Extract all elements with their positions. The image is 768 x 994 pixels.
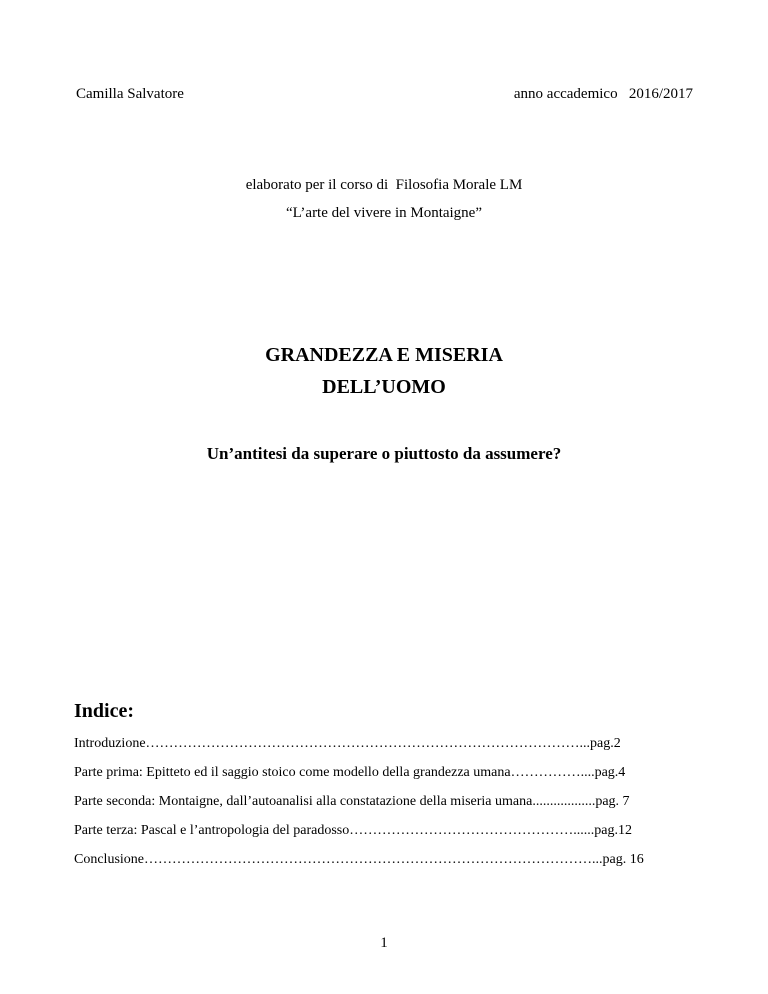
academic-year: anno accademico 2016/2017 — [513, 86, 693, 102]
toc-entry-introduzione: Introduzione…………………………………………………………………………………...pag.2 — [74, 736, 621, 751]
toc-entry-parte-prima: Parte prima: Epitteto ed il saggio stoico come modello della grandezza umana……………....pag.4 — [74, 765, 626, 780]
course-line: elaborato per il corso di Filosofia Morale LM — [245, 177, 523, 193]
author-name: Camilla Salvatore — [76, 86, 184, 102]
index-heading: Indice: — [74, 700, 134, 722]
toc-entry-parte-terza: Parte terza: Pascal e l’antropologia del paradosso…………………………………………......pag.12 — [74, 823, 632, 838]
main-title-line-1: GRANDEZZA E MISERIA — [265, 344, 503, 366]
table-of-contents — [74, 729, 687, 874]
page-number: 1 — [380, 935, 388, 951]
course-title: “L’arte del vivere in Montaigne” — [285, 205, 483, 221]
toc-entry-conclusione: Conclusione……………………………………………………………………………………...pag. 16 — [74, 852, 644, 867]
toc-entry-parte-seconda: Parte seconda: Montaigne, dall’autoanalisi alla constatazione della miseria umana..................pag. 7 — [74, 794, 630, 809]
subtitle: Un’antitesi da superare o piuttosto da assumere? — [206, 444, 562, 463]
main-title-line-2: DELL’UOMO — [322, 376, 446, 398]
